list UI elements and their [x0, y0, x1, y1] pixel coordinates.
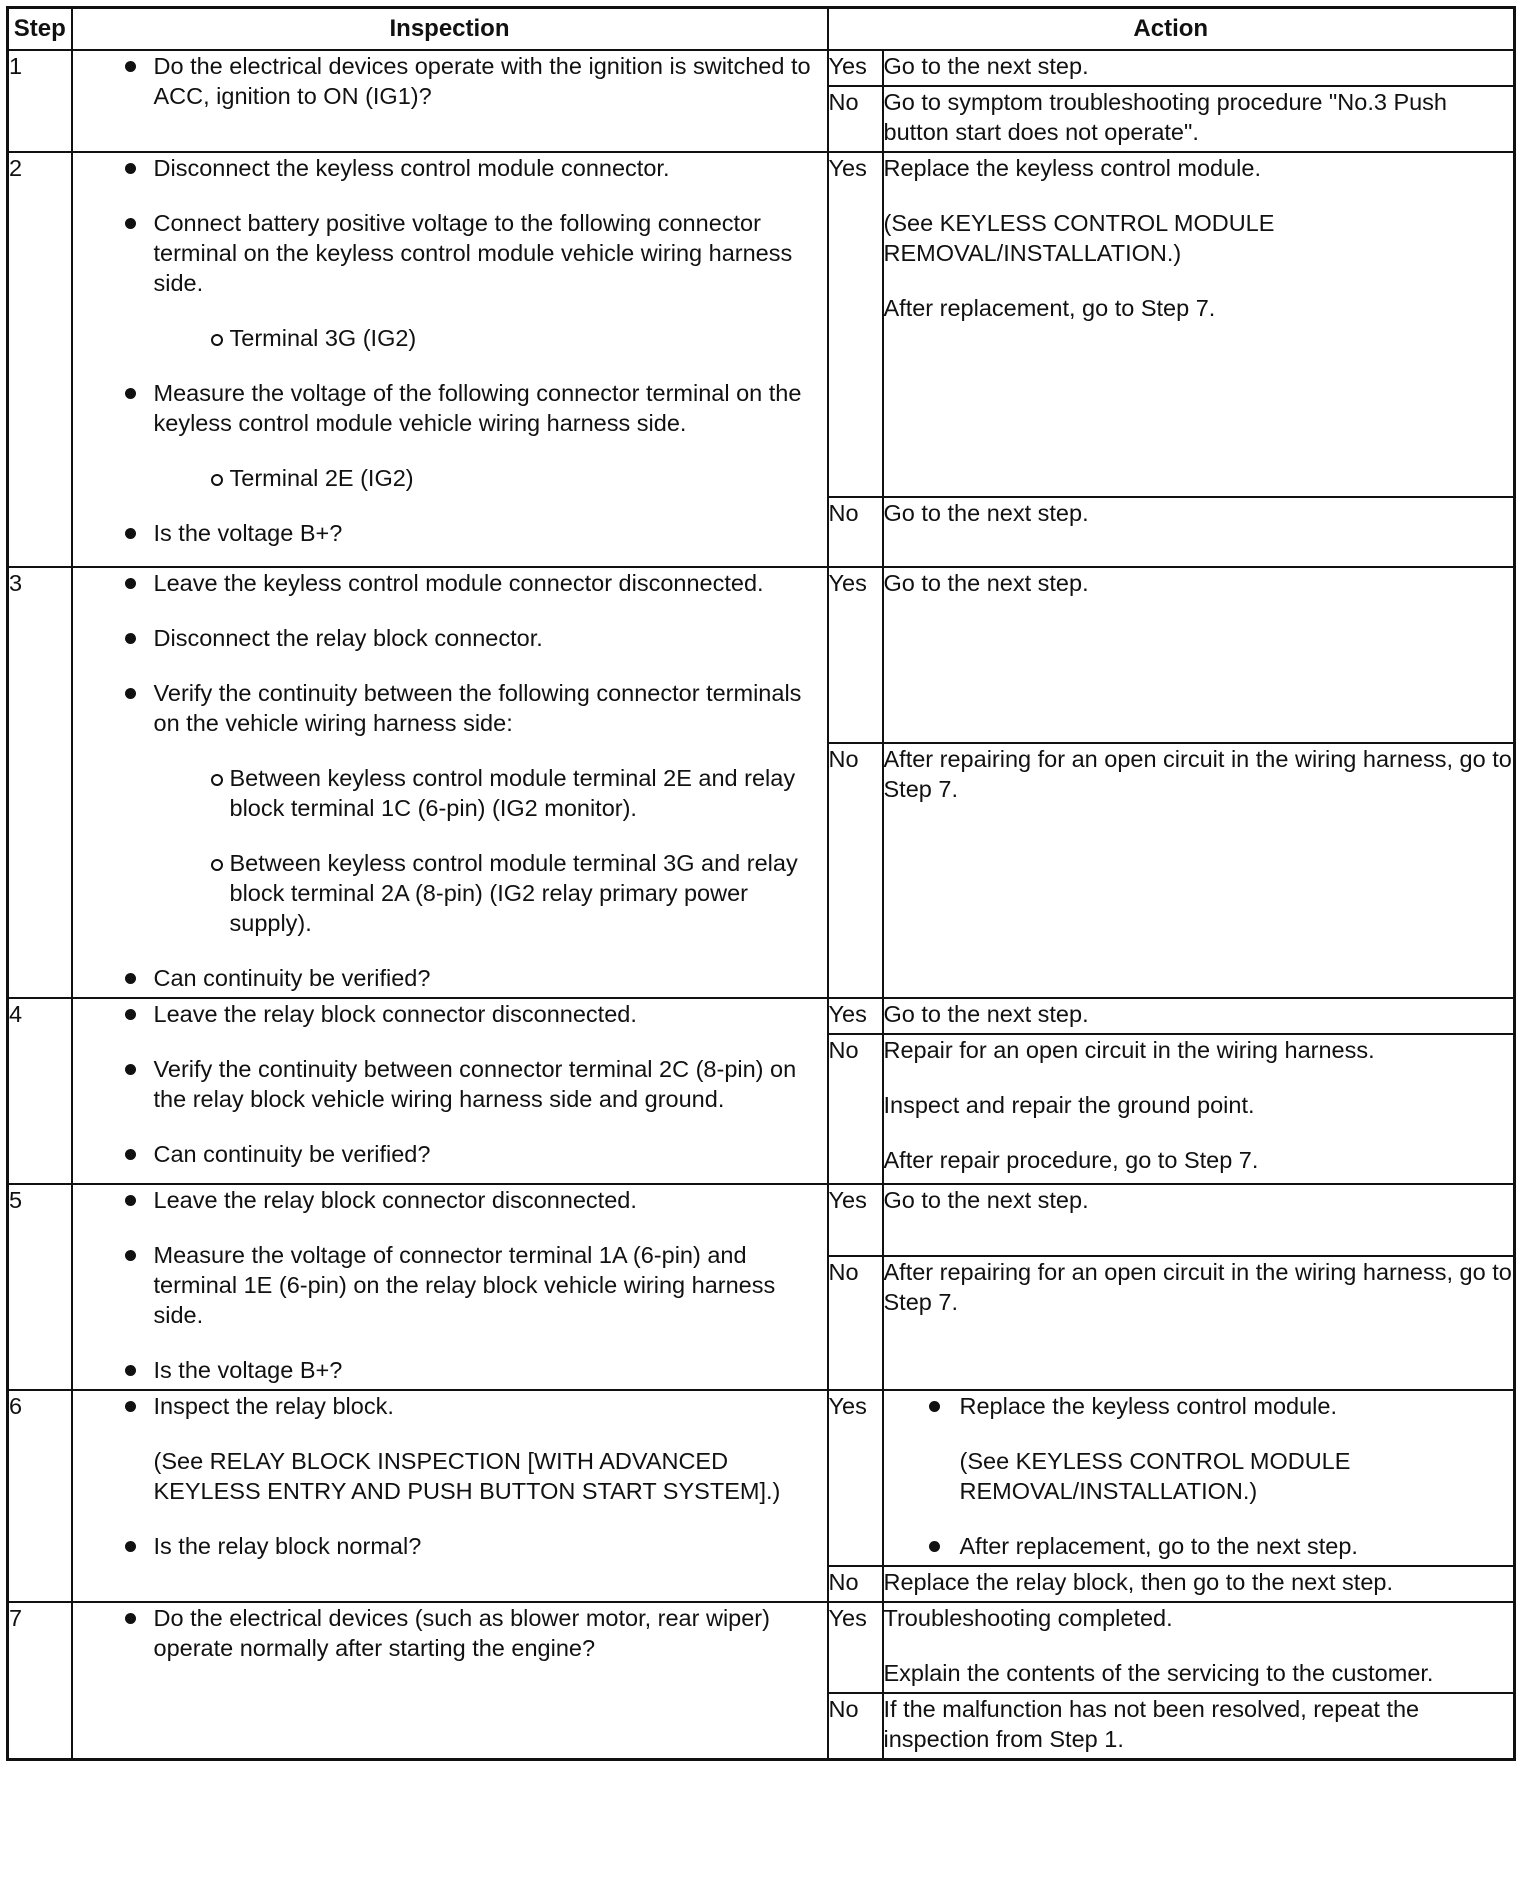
- step-5-row: [8, 1184, 1515, 1256]
- step-6-inspection: [72, 1390, 828, 1602]
- action-bullet-item: After replacement, go to the next step.: [884, 1531, 1514, 1561]
- bullet-item: Do the electrical devices (such as blower motor, rear wiper) operate normally after starting the engine?: [73, 1603, 827, 1663]
- yes-label: Yes: [828, 50, 883, 86]
- action-text: Go to the next step.: [883, 1187, 1089, 1213]
- action-text: Inspect and repair the ground point.: [883, 1092, 1255, 1118]
- step-1-row: [8, 50, 1515, 86]
- sub-bullet-item: Terminal 3G (IG2): [73, 323, 827, 353]
- bullet-item: Verify the continuity between connector terminal 2C (8-pin) on the relay block vehicle wiring harness side and ground.: [73, 1054, 827, 1114]
- yes-label: Yes: [828, 567, 883, 743]
- action-text: After replacement, go to Step 7.: [883, 295, 1216, 321]
- no-label: No: [828, 1693, 883, 1760]
- bullet-item: Connect battery positive voltage to the following connector terminal on the keyless control module vehicle wiring harness side.: [73, 208, 827, 298]
- step-7-row: [8, 1602, 1515, 1693]
- bullet-item: Leave the relay block connector disconnected.: [73, 1185, 827, 1215]
- step-number: 7: [8, 1602, 72, 1760]
- step-6-action-no: [883, 1566, 1515, 1602]
- step-1-inspection: [72, 50, 828, 152]
- no-label: No: [828, 1566, 883, 1602]
- bullet-item: Can continuity be verified?: [73, 963, 827, 993]
- step-number: 1: [8, 50, 72, 152]
- no-label: No: [828, 86, 883, 152]
- no-label: No: [828, 743, 883, 998]
- step-3-action-no: [883, 743, 1515, 998]
- no-label: No: [828, 1034, 883, 1184]
- step-7-action-yes: [883, 1602, 1515, 1693]
- bullet-item: Can continuity be verified?: [73, 1139, 827, 1169]
- no-label: No: [828, 1256, 883, 1390]
- bullet-item: Measure the voltage of connector terminal 1A (6-pin) and terminal 1E (6-pin) on the relay block vehicle wiring harness side.: [73, 1240, 827, 1330]
- step-1-action-no: [883, 86, 1515, 152]
- step-2-inspection: [72, 152, 828, 567]
- bullet-item: Do the electrical devices operate with the ignition is switched to ACC, ignition to ON (IG1)?: [73, 51, 827, 111]
- step-6-action-yes: [883, 1390, 1515, 1566]
- step-2-action-no: [883, 497, 1515, 567]
- bullet-item: Is the voltage B+?: [73, 518, 827, 548]
- action-text: After repairing for an open circuit in the wiring harness, go to Step 7.: [883, 746, 1512, 803]
- step-number: 3: [8, 567, 72, 998]
- action-text: After repair procedure, go to Step 7.: [883, 1147, 1259, 1173]
- step-4-inspection: [72, 998, 828, 1184]
- action-text: Go to the next step.: [883, 570, 1089, 596]
- action-text: After repairing for an open circuit in the wiring harness, go to Step 7.: [883, 1259, 1512, 1316]
- bullet-item: Verify the continuity between the following connector terminals on the vehicle wiring harness side:: [73, 678, 827, 738]
- action-text: Replace the relay block, then go to the next step.: [883, 1569, 1393, 1595]
- yes-label: Yes: [828, 998, 883, 1034]
- step-5-action-yes: [883, 1184, 1515, 1256]
- step-number: 6: [8, 1390, 72, 1602]
- step-number: 2: [8, 152, 72, 567]
- action-text: Replace the keyless control module.: [883, 155, 1262, 181]
- action-text: Go to symptom troubleshooting procedure "No.3 Push button start does not operate".: [883, 89, 1448, 145]
- bullet-item: Leave the relay block connector disconnected.: [73, 999, 827, 1029]
- step-2-action-yes: [883, 152, 1515, 497]
- step-5-action-no: [883, 1256, 1515, 1390]
- step-4-row: [8, 998, 1515, 1034]
- step-3-action-yes: [883, 567, 1515, 743]
- bullet-item: Is the relay block normal?: [73, 1531, 827, 1561]
- action-bullet-continuation: (See KEYLESS CONTROL MODULE REMOVAL/INSTALLATION.): [959, 1448, 1351, 1504]
- step-5-inspection: [72, 1184, 828, 1390]
- sub-bullet-item: Between keyless control module terminal 3G and relay block terminal 2A (8-pin) (IG2 relay primary power supply).: [73, 848, 827, 938]
- action-text: (See KEYLESS CONTROL MODULE REMOVAL/INSTALLATION.): [883, 210, 1275, 266]
- action-text: Explain the contents of the servicing to the customer.: [883, 1660, 1434, 1686]
- sub-bullet-item: Terminal 2E (IG2): [73, 463, 827, 493]
- step-1-action-yes: [883, 50, 1515, 86]
- bullet-item: Disconnect the keyless control module connector.: [73, 153, 827, 183]
- bullet-item: Inspect the relay block.: [73, 1391, 827, 1421]
- bullet-item: Disconnect the relay block connector.: [73, 623, 827, 653]
- header-row: [8, 8, 1515, 51]
- bullet-item: Measure the voltage of the following connector terminal on the keyless control module vehicle wiring harness side.: [73, 378, 827, 438]
- action-text: If the malfunction has not been resolved, repeat the inspection from Step 1.: [883, 1696, 1420, 1752]
- yes-label: Yes: [828, 1602, 883, 1693]
- header-inspection: Inspection: [72, 8, 828, 51]
- step-7-inspection: [72, 1602, 828, 1760]
- step-4-action-no: [883, 1034, 1515, 1184]
- action-text: Repair for an open circuit in the wiring harness.: [883, 1037, 1375, 1063]
- step-3-inspection: [72, 567, 828, 998]
- action-text: Go to the next step.: [883, 53, 1089, 79]
- step-3-row: [8, 567, 1515, 743]
- step-2-row: [8, 152, 1515, 497]
- action-text: Troubleshooting completed.: [883, 1605, 1173, 1631]
- action-text: Go to the next step.: [883, 500, 1089, 526]
- step-4-action-yes: [883, 998, 1515, 1034]
- yes-label: Yes: [828, 1390, 883, 1566]
- step-number: 4: [8, 998, 72, 1184]
- step-6-row: [8, 1390, 1515, 1566]
- bullet-item: Leave the keyless control module connector disconnected.: [73, 568, 827, 598]
- sub-bullet-item: Between keyless control module terminal 2E and relay block terminal 1C (6-pin) (IG2 monitor).: [73, 763, 827, 823]
- no-label: No: [828, 497, 883, 567]
- step-7-action-no: [883, 1693, 1515, 1760]
- yes-label: Yes: [828, 152, 883, 497]
- troubleshooting-table: [6, 6, 1516, 1761]
- bullet-item: Is the voltage B+?: [73, 1355, 827, 1385]
- header-step: Step: [8, 8, 72, 51]
- action-bullet-item: Replace the keyless control module.: [884, 1391, 1514, 1421]
- step-number: 5: [8, 1184, 72, 1390]
- action-text: Go to the next step.: [883, 1001, 1089, 1027]
- yes-label: Yes: [828, 1184, 883, 1256]
- bullet-continuation: (See RELAY BLOCK INSPECTION [WITH ADVANCED KEYLESS ENTRY AND PUSH BUTTON START SYSTEM].): [153, 1448, 781, 1504]
- header-action: Action: [828, 8, 1515, 51]
